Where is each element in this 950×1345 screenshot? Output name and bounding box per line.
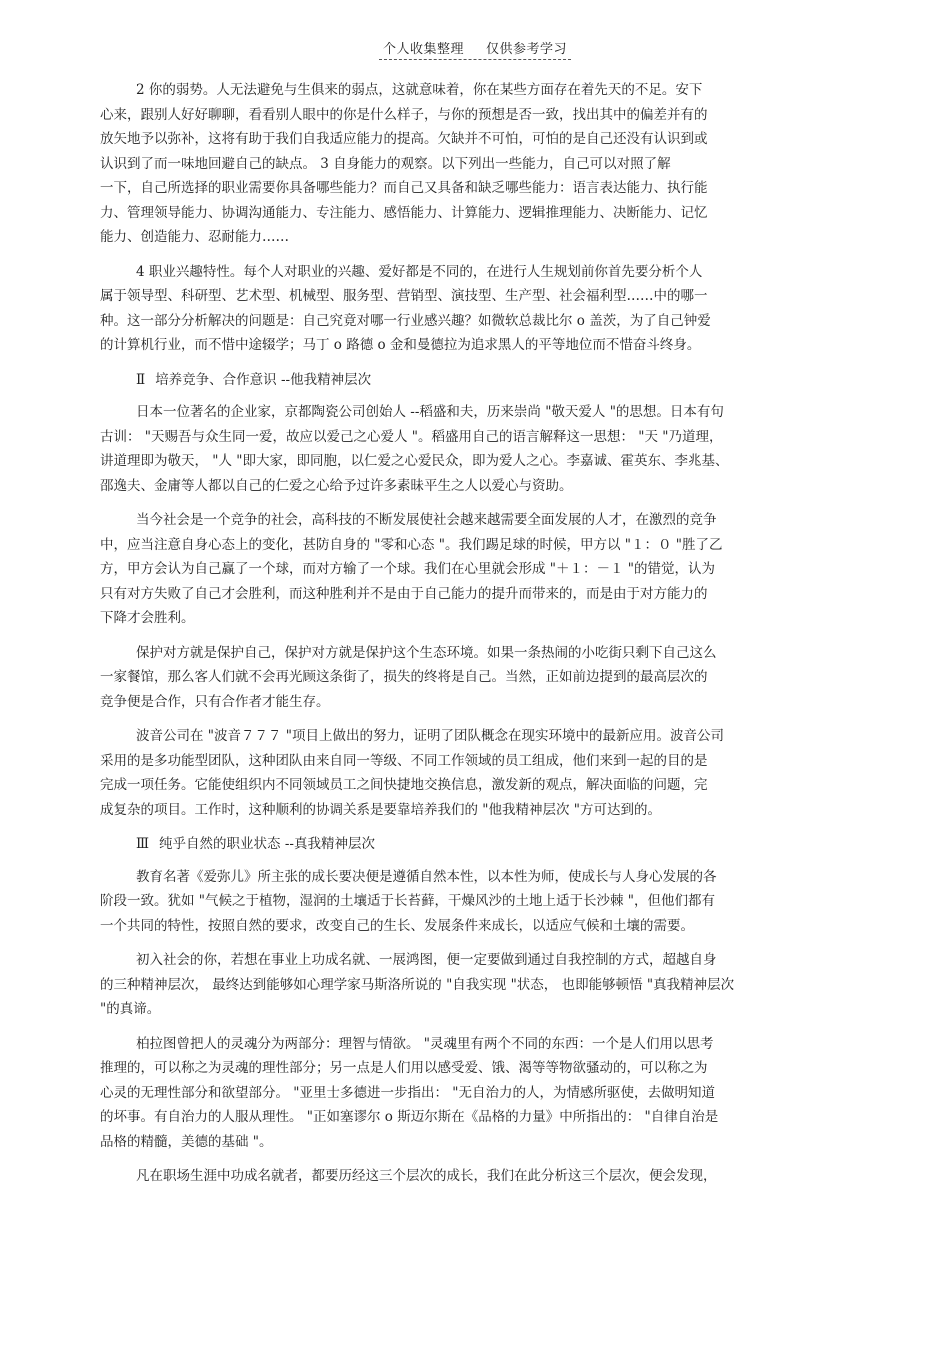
text-line: 保护对方就是保护自己，保护对方就是保护这个生态环境。如果一条热闹的小吃街只剩下自己这么 — [136, 644, 717, 661]
text-line: 当今社会是一个竞争的社会，高科技的不断发展使社会越来越需要全面发展的人才，在激烈的竞争 — [136, 512, 717, 528]
text-line: 品格的精髓，美德的基础 "。 — [100, 1133, 273, 1150]
text-line: 能力、创造能力、忍耐能力…… — [100, 229, 289, 245]
text-line: 初入社会的你，若想在事业上功成名就、一展鸿图，便一定要做到通过自我控制的方式，超越自身 — [136, 952, 717, 968]
paragraph-self-actualization — [100, 948, 850, 1022]
text-line: 方，甲方会认为自己赢了一个球，而对方输了一个球。我们在心里就会形成 "＋１：－１ "的错觉，认为 — [100, 561, 716, 577]
text-line: 属于领导型、科研型、艺术型、机械型、服务型、营销型、演技型、生产型、社会福利型……中的哪一 — [100, 288, 708, 304]
paragraph-inamori — [100, 400, 850, 498]
text-line: 古训： "天赐吾与众生同一爱，故应以爱己之心爱人 "。稻盛用自己的语言解释这一思想： "天 "乃道理， — [100, 428, 723, 445]
text-line: 日本一位著名的企业家，京都陶瓷公司创始人 --稻盛和夫，历来崇尚 "敬天爱人 "的思想。日本有句 — [136, 404, 724, 420]
text-line: 一个共同的特性，按照自然的要求，改变自己的生长、发展条件来成长，以适应气候和土壤的需要。 — [100, 917, 694, 934]
section-number: Ⅱ — [136, 371, 146, 388]
page-header — [0, 38, 950, 60]
text-line: 力、管理领导能力、协调沟通能力、专注能力、感悟能力、计算能力、逻辑推理能力、决断能力、记忆 — [100, 204, 708, 221]
text-line: 阶段一致。犹如 "气候之于植物，湿润的土壤适于长苔藓，干燥风沙的土地上适于长沙棘 "，但他们都有 — [100, 893, 716, 909]
section-number: Ⅲ — [136, 836, 150, 852]
text-line: 讲道理即为敬天， "人 "即大家，即同胞，以仁爱之心爱民众，即为爱人之心。李嘉诚、霍英东、李兆基、 — [100, 453, 729, 469]
text-line: 成复杂的项目。工作时，这种顺利的协调关系是要靠培养我们的 "他我精神层次 "方可达到的。 — [100, 801, 662, 818]
text-line: 一家餐馆，那么客人们就不会再光顾这条街了，损失的终将是自己。当然，正如前边提到的最高层次的 — [100, 669, 708, 685]
section-title: 培养竞争、合作意识 --他我精神层次 — [155, 371, 372, 388]
header-right: 仅供参考学习 — [486, 42, 568, 57]
section-title: 纯乎自然的职业状态 --真我精神层次 — [159, 836, 375, 852]
text-line: 下降才会胜利。 — [100, 610, 195, 626]
paragraph-emile — [100, 865, 850, 939]
paragraph-boeing — [100, 724, 850, 822]
paragraph-weakness-ability — [100, 78, 850, 250]
text-line: 心来，跟别人好好聊聊，看看别人眼中的你是什么样子，与你的预想是否一致，找出其中的偏差并有的 — [100, 106, 708, 123]
text-line: 认识到了而一味地回避自己的缺点。 3 自身能力的观察。以下列出一些能力，自己可以对照了解 — [100, 155, 671, 172]
text-line: 4 职业兴趣特性。每个人对职业的兴趣、爱好都是不同的，在进行人生规划前你首先要分析个人 — [136, 263, 703, 280]
section-heading-2 — [100, 368, 850, 393]
text-line: 推理的，可以称之为灵魂的理性部分；另一点是人们用以感受爱、饿、渴等等物欲骚动的，可以称之为 — [100, 1060, 708, 1076]
text-line: 柏拉图曾把人的灵魂分为两部分：理智与情欲。 "灵魂里有两个不同的东西：一个是人们用以思考 — [136, 1035, 714, 1052]
text-line: 的坏事。有自治力的人服从理性。 "正如塞谬尔 o 斯迈尔斯在《品格的力量》中所指出的： "自律自治是 — [100, 1109, 719, 1125]
text-line: 心灵的无理性部分和欲望部分。 "亚里士多德进一步指出： "无自治力的人，为情感所驱使，去做明知道 — [100, 1084, 716, 1101]
text-line: 一下，自己所选择的职业需要你具备哪些能力？而自己又具备和缺乏哪些能力：语言表达能力、执行能 — [100, 180, 708, 196]
text-line: "的真谛。 — [100, 1001, 161, 1017]
text-line: 种。这一部分分析解决的问题是：自己究竟对哪一行业感兴趣？如微软总裁比尔 o 盖茨，为了自己钟爱 — [100, 312, 711, 329]
document-body — [100, 78, 850, 1199]
text-line: 只有对方失败了自己才会胜利，而这种胜利并不是由于自己能力的提升而带来的，而是由于对方能力的 — [100, 585, 708, 602]
text-line: 邵逸夫、金庸等人都以自己的仁爱之心给予过许多素昧平生之人以爱心与资助。 — [100, 477, 573, 494]
paragraph-protect-others — [100, 641, 850, 715]
paragraph-plato — [100, 1032, 850, 1155]
text-line: 放矢地予以弥补，这将有助于我们自我适应能力的提高。欠缺并不可怕，可怕的是自己还没有认识到或 — [100, 131, 708, 147]
text-line: 波音公司在 "波音７７７ "项目上做出的努力，证明了团队概念在现实环境中的最新应用。波音公司 — [136, 728, 725, 744]
text-line: 教育名著《爱弥儿》所主张的成长要决便是遵循自然本性，以本性为师，使成长与人身心发展的各 — [136, 868, 717, 885]
text-line: 完成一项任务。它能使组织内不同领域员工之间快捷地交换信息，激发新的观点，解决面临的问题，完 — [100, 777, 708, 793]
paragraph-career-interest — [100, 260, 850, 358]
header-text — [379, 38, 571, 60]
paragraph-conclusion — [100, 1164, 850, 1189]
section-heading-3 — [100, 832, 850, 857]
text-line: 竞争便是合作，只有合作者才能生存。 — [100, 693, 330, 710]
text-line: 2 你的弱势。人无法避免与生俱来的弱点，这就意味着，你在某些方面存在着先天的不足。安下 — [136, 82, 703, 98]
header-left: 个人收集整理 — [382, 42, 464, 57]
paragraph-competition — [100, 508, 850, 631]
text-line: 的计算机行业，而不惜中途辍学；马丁 o 路德 o 金和曼德拉为追求黑人的平等地位而不惜奋斗终身。 — [100, 337, 701, 353]
text-line: 的三种精神层次， 最终达到能够如心理学家马斯洛所说的 "自我实现 "状态， 也即能够顿悟 "真我精神层次 — [100, 976, 735, 993]
text-line: 采用的是多功能型团队，这种团队由来自同一等级、不同工作领域的员工组成，他们来到一起的目的是 — [100, 752, 708, 769]
text-line: 中，应当注意自身心态上的变化，甚防自身的 "零和心态 "。我们踢足球的时候，甲方以 "１：０ "胜了乙 — [100, 536, 723, 553]
text-line: 凡在职场生涯中功成名就者，都要历经这三个层次的成长，我们在此分析这三个层次，便会发现， — [136, 1168, 717, 1184]
